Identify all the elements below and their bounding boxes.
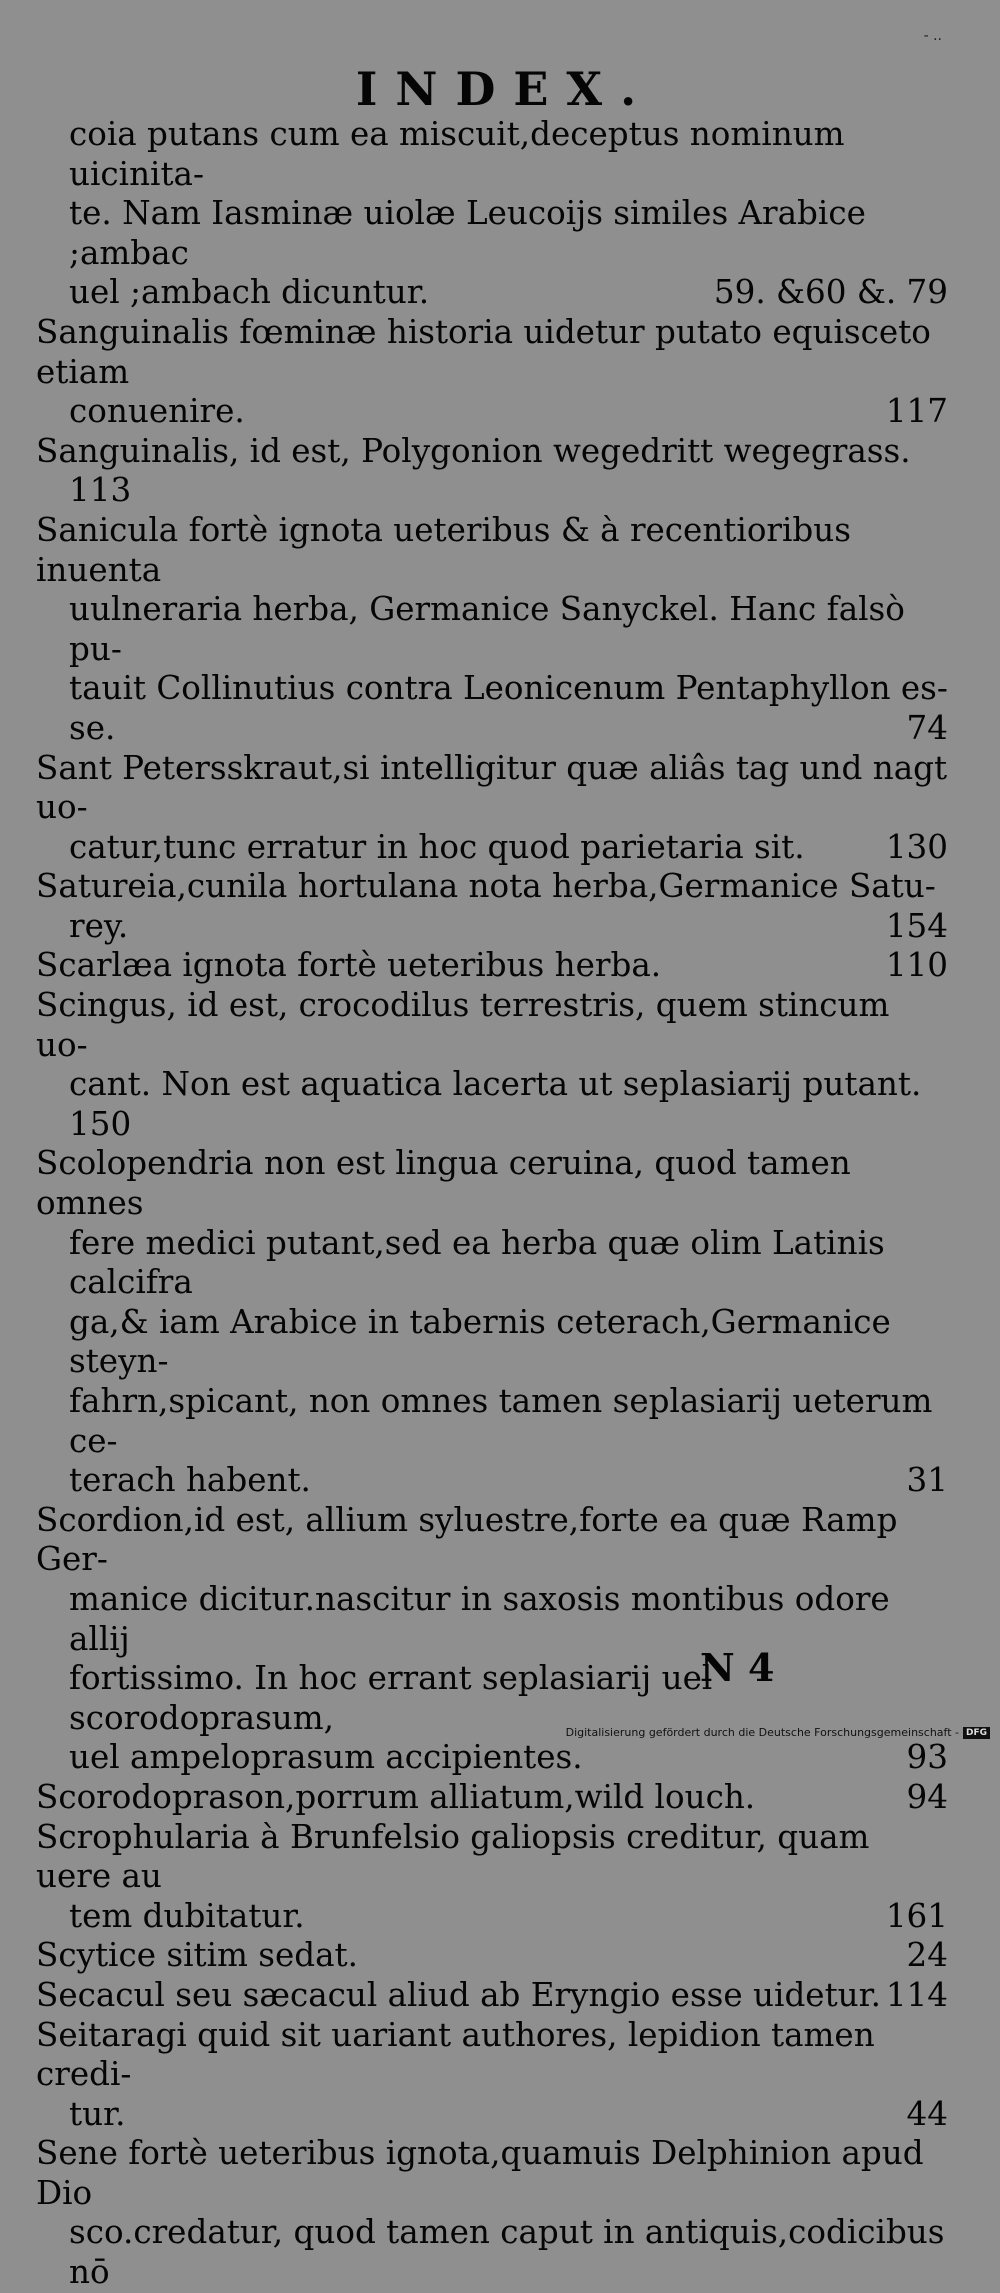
index-entry (36, 1976, 948, 2016)
entry-line: fortissimo. In hoc errant seplasiarij uel scorodoprasum, (69, 1659, 713, 1737)
entry-line: fahrn,spicant, non omnes tamen seplasiarij ueterum ce- (69, 1382, 933, 1460)
entry-line (36, 2095, 948, 2135)
page-reference: 161 (885, 1896, 948, 1935)
page-reference: 154 (885, 906, 948, 945)
page-reference: 31 (906, 1461, 948, 1500)
index-entry (36, 2016, 948, 2135)
entry-line-text: uel ampeloprasum accipientes. (69, 1738, 583, 1777)
entry-line: Scordion,id est, allium syluestre,forte ea quæ Ramp Ger- (36, 1500, 898, 1579)
entry-line: ga,& iam Arabice in tabernis ceterach,Germanice steyn- (69, 1302, 891, 1381)
entry-line (36, 392, 948, 432)
entry-line (36, 273, 948, 313)
entry-line: Scingus, id est, crocodilus terrestris, quem stincum uo- (36, 986, 890, 1064)
index-entry (36, 115, 948, 313)
index-entries (36, 115, 948, 2293)
entry-line: tauit Collinutius contra Leonicenum Pentaphyllon es- (69, 669, 948, 708)
dfg-logo: DFG (963, 1727, 990, 1739)
entry-line-text: terach habent. (69, 1461, 311, 1500)
index-entry (36, 946, 948, 986)
entry-line (36, 946, 948, 986)
page-reference: 93 (906, 1738, 948, 1777)
entry-line-text: tem dubitatur. (69, 1896, 305, 1935)
entry-line (36, 907, 948, 947)
entry-line-text: rey. (69, 906, 129, 945)
entry-line (36, 1461, 948, 1501)
entry-line: Sanguinalis fœminæ historia uidetur putato equisceto etiam (36, 312, 931, 391)
entry-line-text: Scorodoprason,porrum alliatum,wild louch. (36, 1777, 756, 1816)
page-reference: 44 (906, 2094, 948, 2133)
index-entry (36, 2134, 948, 2292)
entry-line-text: Secacul seu sæcacul aliud ab Eryngio esse uidetur. (36, 1975, 881, 2014)
entry-line-text: se. (69, 708, 116, 747)
entry-line: coia putans cum ea miscuit,deceptus nominum uicinita- (69, 115, 845, 193)
page-reference: 117 (885, 392, 948, 431)
entry-line: sco.credatur, quod tamen caput in antiquis,codicibus nō (69, 2213, 945, 2292)
entry-line: Sanicula fortè ignota ueteribus & à recentioribus inuenta (36, 510, 851, 589)
page-reference: 74 (906, 708, 948, 747)
index-entry (36, 313, 948, 432)
corner-mark: - .. (923, 28, 942, 44)
entry-line: Scolopendria non est lingua ceruina, quod tamen omnes (36, 1144, 851, 1223)
entry-line (36, 1738, 948, 1778)
index-entry (36, 511, 948, 749)
entry-line: 113 (69, 471, 132, 510)
entry-line: 150 (69, 1104, 132, 1143)
entry-line: manice dicitur.nascitur in saxosis montibus odore allij (69, 1579, 890, 1658)
digitization-footer (566, 1726, 990, 1739)
page-reference: 114 (885, 1975, 948, 2014)
page-reference: 130 (885, 827, 948, 866)
entry-line (36, 1897, 948, 1937)
entry-line (36, 828, 948, 868)
entry-line: Satureia,cunila hortulana nota herba,Germanice Satu- (36, 867, 936, 906)
entry-line (36, 1778, 948, 1818)
page-reference: 94 (906, 1777, 948, 1816)
page-header: INDEX. (355, 62, 655, 116)
index-entry (36, 867, 948, 946)
entry-line-text: conuenire. (69, 392, 245, 431)
page-reference: 110 (885, 946, 948, 985)
entry-line: cant. Non est aquatica lacerta ut seplasiarij putant. (69, 1065, 922, 1104)
entry-line: Scrophularia à Brunfelsio galiopsis creditur, quam uere au (36, 1817, 870, 1896)
entry-line: uulneraria herba, Germanice Sanyckel. Hanc falsò pu- (69, 590, 905, 668)
entry-line (36, 1936, 948, 1976)
entry-line-text: Scytice sitim sedat. (36, 1936, 358, 1975)
index-entry (36, 1778, 948, 1818)
index-entry (36, 749, 948, 868)
index-entry (36, 1144, 948, 1500)
entry-line (36, 709, 948, 749)
entry-line-text: Scarlæa ignota fortè ueteribus herba. (36, 946, 662, 985)
page-reference: 24 (906, 1936, 948, 1975)
footer-text: Digitalisierung gefördert durch die Deutsche Forschungsgemeinschaft - (565, 1726, 959, 1739)
index-entry (36, 432, 948, 511)
entry-line-text: tur. (69, 2094, 126, 2133)
entry-line: te. Nam Iasminæ uiolæ Leucoijs similes Arabice ;ambac (69, 194, 866, 272)
entry-line: Seitaragi quid sit uariant authores, lepidion tamen credi- (36, 2015, 875, 2094)
entry-line (36, 1976, 948, 2016)
entry-line-text: catur,tunc erratur in hoc quod parietaria sit. (69, 827, 805, 866)
index-entry (36, 986, 948, 1144)
index-entry (36, 1818, 948, 1937)
signature-mark: N 4 (700, 1645, 775, 1690)
entry-line: Sant Petersskraut,si intelligitur quæ aliâs tag und nagt uo- (36, 748, 948, 827)
entry-line: Sene fortè ueteribus ignota,quamuis Delphinion apud Dio (36, 2134, 924, 2212)
entry-line: Sanguinalis, id est, Polygonion wegedritt wegegrass. (36, 431, 911, 470)
page-reference: 59. &60 &. 79 (713, 273, 948, 312)
entry-line: fere medici putant,sed ea herba quæ olim Latinis calcifra (69, 1223, 885, 1302)
index-entry (36, 1936, 948, 1976)
entry-line-text: uel ;ambach dicuntur. (69, 273, 430, 312)
